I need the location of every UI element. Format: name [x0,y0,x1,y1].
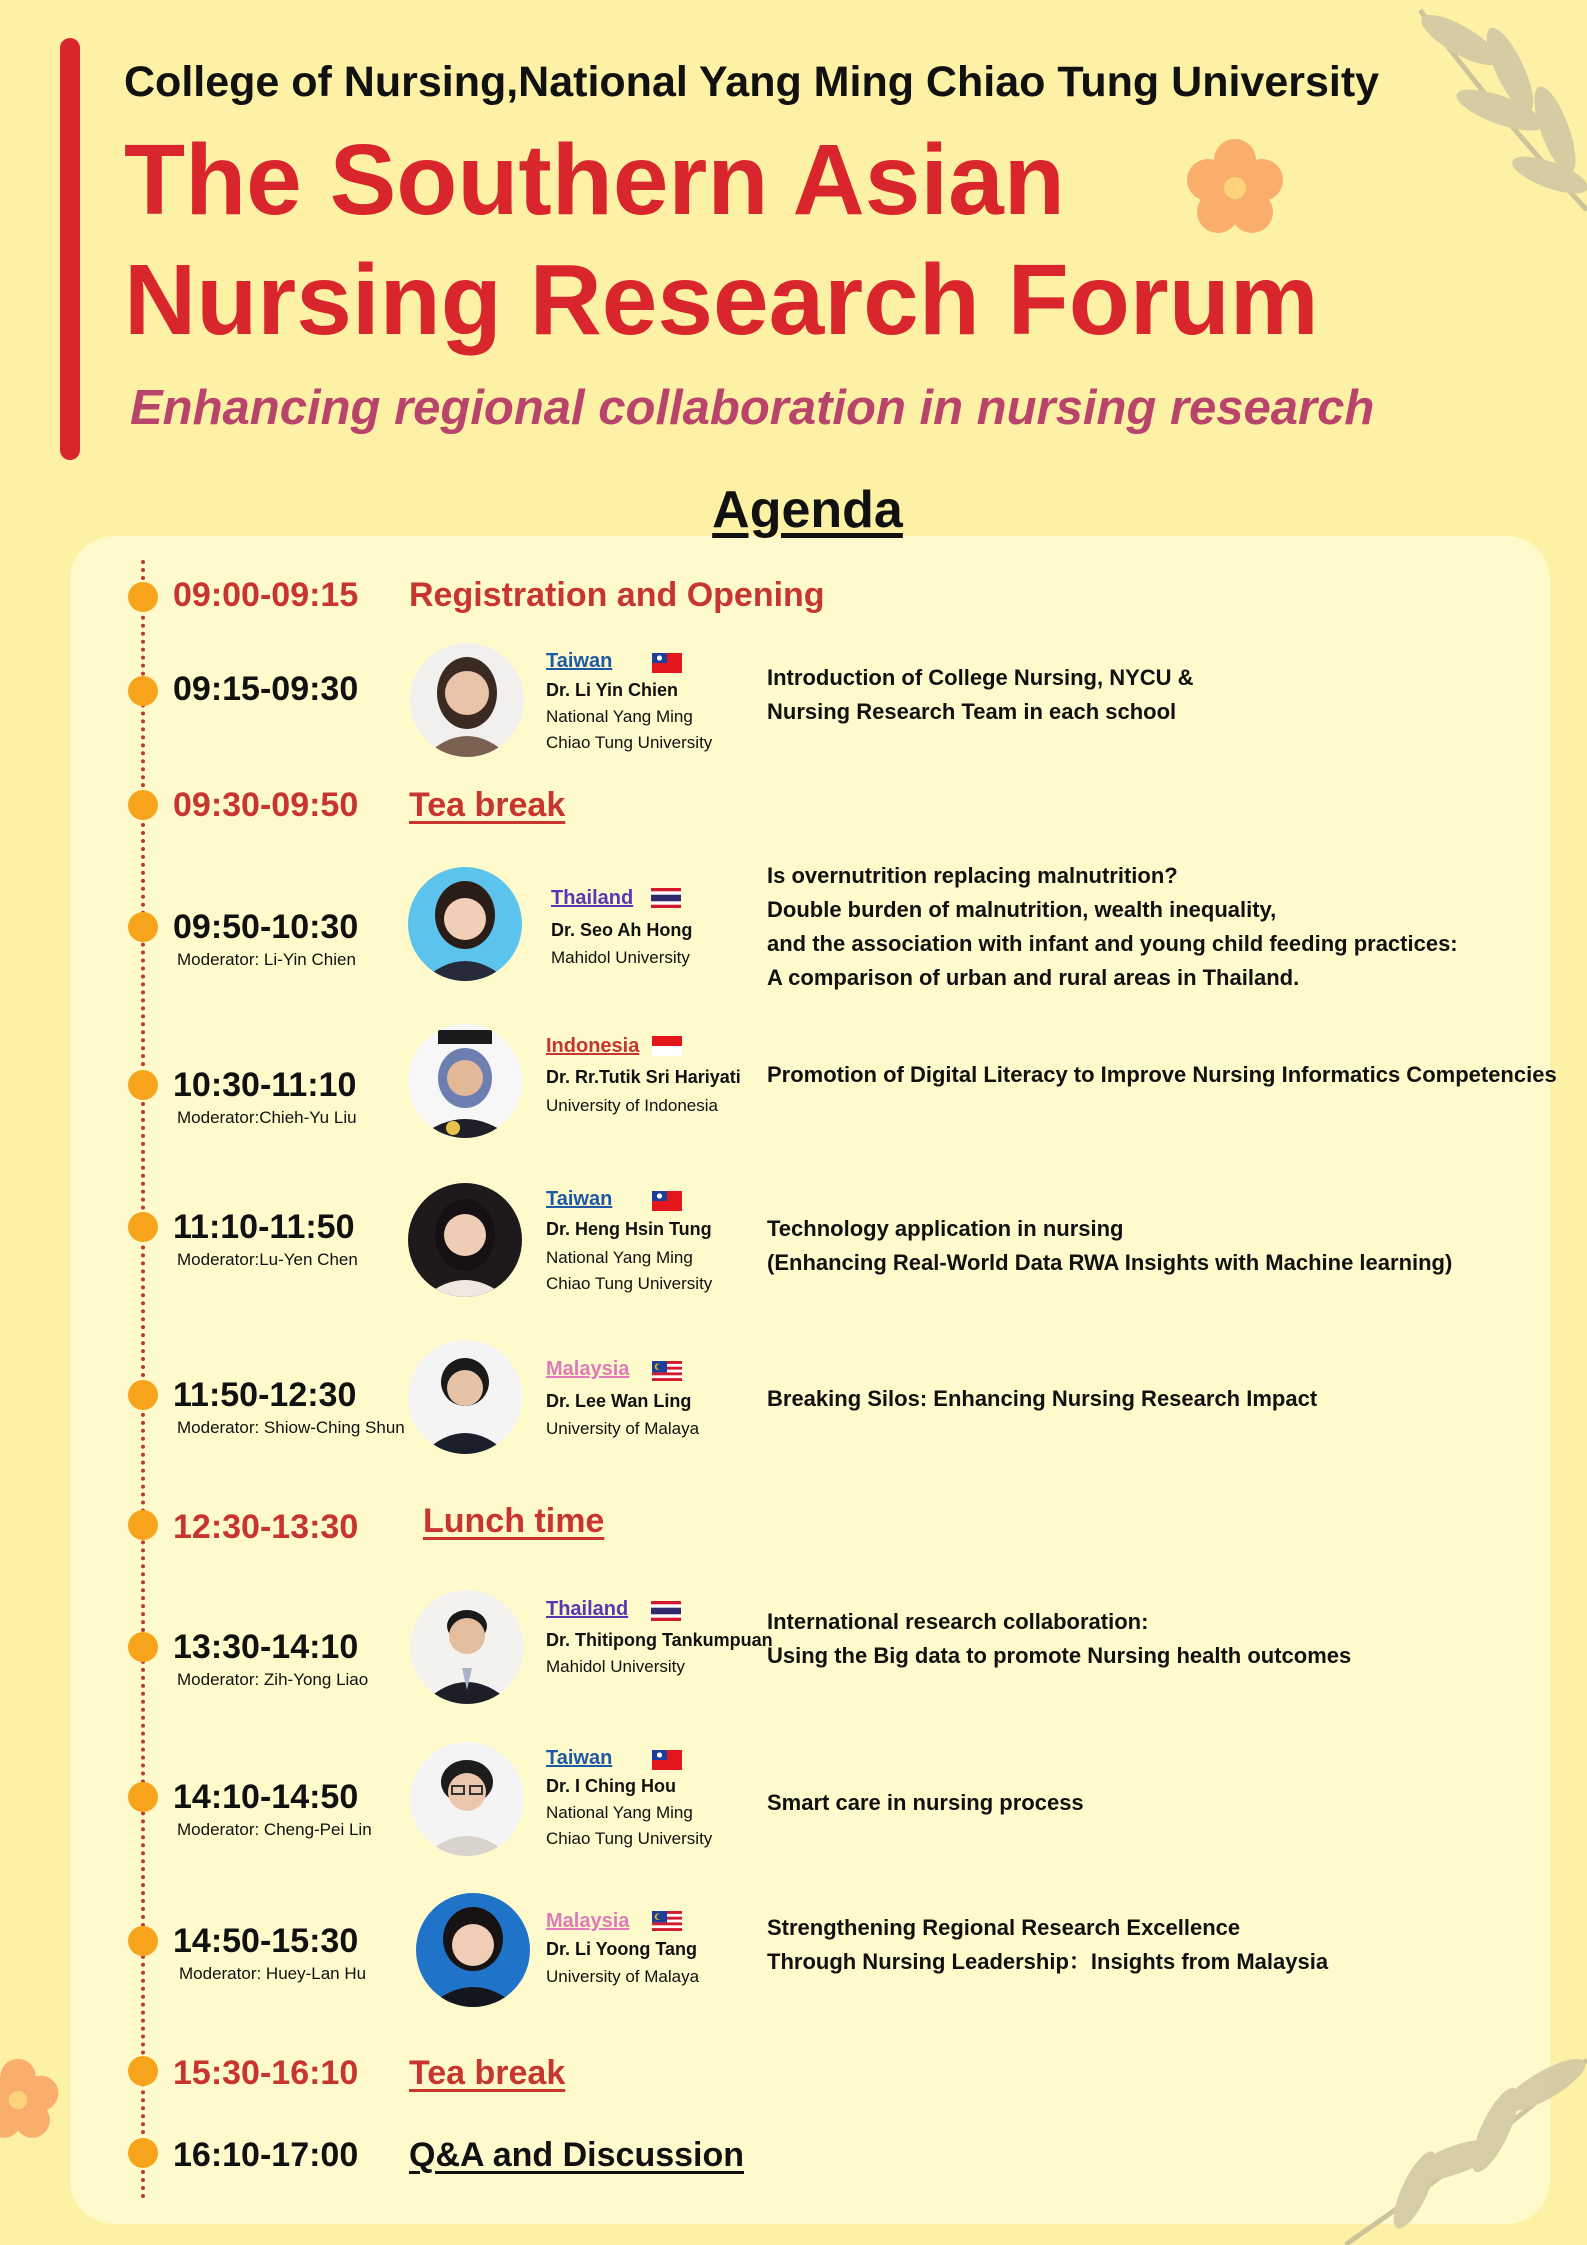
speaker-org-line: University of Indonesia [546,1096,718,1115]
slot-moderator: Moderator:Chieh-Yu Liu [177,1108,357,1127]
slot-time: 12:30-13:30 [173,1508,359,1546]
title-line-2: Nursing Research Forum [124,244,1319,356]
talk-topic [767,1212,1452,1280]
slot-time: 16:10-17:00 [173,2136,359,2174]
topic-line: Through Nursing Leadership：Insights from Malaysia [767,1949,1329,1974]
speaker-photo [408,1340,522,1454]
speaker-org-line: Chiao Tung University [546,1829,713,1848]
speaker-name: Dr. Li Yin Chien [546,680,679,700]
topic-line: Smart care in nursing process [767,1790,1084,1815]
slot-time: 13:30-14:10 [173,1628,359,1666]
slot-time: 11:10-11:50 [173,1208,355,1246]
slot-time: 10:30-11:10 [173,1066,357,1104]
forum-title [124,120,1319,360]
slot-moderator: Moderator: Cheng-Pei Lin [177,1820,372,1839]
slot-moderator: Moderator: Li-Yin Chien [177,950,356,969]
slot-time: 09:00-09:15 [173,576,359,614]
topic-line: Breaking Silos: Enhancing Nursing Research Impact [767,1386,1318,1411]
topic-line: A comparison of urban and rural areas in Thailand. [767,965,1300,990]
accent-bar [60,38,80,460]
speaker-org-line: National Yang Ming [546,707,693,726]
topic-line: Is overnutrition replacing malnutrition? [767,863,1178,888]
flower-icon [0,2058,60,2142]
speaker-photo [410,1590,524,1704]
speaker-country: Malaysia [546,1358,630,1380]
speaker-name: Dr. Seo Ah Hong [551,920,693,940]
slot-time: 09:15-09:30 [173,670,359,708]
timeline-dot [128,1782,158,1812]
timeline-dot [128,1380,158,1410]
timeline-dot [128,1510,158,1540]
speaker-photo [410,1742,524,1856]
title-line-1: The Southern Asian [124,124,1065,236]
taiwan-flag-icon [652,1750,682,1770]
speaker-photo [416,1893,530,2007]
speaker-country: Taiwan [546,1188,613,1210]
speaker-org-line: National Yang Ming [546,1248,693,1267]
timeline-dot [128,676,158,706]
timeline-dot [128,1926,158,1956]
agenda-title: Agenda [712,481,903,539]
slot-time: 14:10-14:50 [173,1778,359,1816]
leaf-branch-icon [1360,0,1587,220]
speaker-photo [408,867,522,981]
topic-line: Introduction of College Nursing, NYCU & [767,665,1194,690]
speaker-name: Dr. Rr.Tutik Sri Hariyati [546,1067,741,1087]
timeline-dot [128,1632,158,1662]
timeline-dot [128,582,158,612]
thailand-flag-icon [651,1601,681,1621]
slot-time: 09:50-10:30 [173,908,359,946]
slot-moderator: Moderator: Shiow-Ching Shun [177,1418,405,1437]
speaker-country: Taiwan [546,1747,613,1769]
slot-moderator: Moderator: Huey-Lan Hu [179,1964,367,1983]
timeline-dot [128,2056,158,2086]
malaysia-flag-icon [652,1911,682,1931]
slot-moderator: Moderator: Zih-Yong Liao [177,1670,369,1689]
speaker-name: Dr. Li Yoong Tang [546,1939,697,1959]
indonesia-flag-icon [652,1036,682,1056]
speaker-country: Taiwan [546,650,613,672]
talk-topic [767,1382,1317,1416]
college-name: College of Nursing,National Yang Ming Chiao Tung University [124,58,1380,106]
speaker-name: Dr. Thitipong Tankumpuan [546,1630,773,1650]
talk-topic [767,1605,1351,1673]
slot-time: 11:50-12:30 [173,1376,357,1414]
speaker-name: Dr. I Ching Hou [546,1776,676,1796]
topic-line: Promotion of Digital Literacy to Improve Nursing Informatics Competencies [767,1062,1557,1087]
speaker-name: Dr. Heng Hsin Tung [546,1219,712,1239]
topic-line: Nursing Research Team in each school [767,699,1177,724]
speaker-org-line: Chiao Tung University [546,1274,713,1293]
speaker-name: Dr. Lee Wan Ling [546,1391,692,1411]
speaker-org-line: University of Malaya [546,1967,700,1986]
talk-topic [767,1911,1328,1979]
thailand-flag-icon [651,888,681,908]
speaker-country: Malaysia [546,1910,630,1932]
topic-line: Using the Big data to promote Nursing health outcomes [767,1643,1352,1668]
speaker-org-line: Chiao Tung University [546,733,713,752]
speaker-photo [408,1183,522,1297]
speaker-photo [410,643,524,757]
speaker-photo [408,1024,522,1138]
slot-event: Registration and Opening [409,576,825,614]
timeline-dot [128,912,158,942]
slot-event: Tea break [409,786,566,824]
forum-subtitle: Enhancing regional collaboration in nursing research [130,381,1375,435]
speaker-country: Thailand [546,1598,629,1620]
slot-event: Lunch time [423,1502,605,1540]
topic-line: Double burden of malnutrition, wealth inequality, [767,897,1277,922]
speaker-country: Thailand [551,887,634,909]
topic-line: International research collaboration: [767,1609,1149,1634]
slot-event: Q&A and Discussion [409,2136,745,2174]
speaker-org-line: Mahidol University [551,948,690,967]
slot-time: 15:30-16:10 [173,2054,359,2092]
timeline-dot [128,1070,158,1100]
topic-line: (Enhancing Real-World Data RWA Insights with Machine learning) [767,1250,1453,1275]
talk-topic [767,1058,1557,1092]
slot-event: Tea break [409,2054,566,2092]
talk-topic [767,859,1458,995]
timeline-dot [128,790,158,820]
speaker-country: Indonesia [546,1035,640,1057]
talk-topic [767,1786,1084,1820]
malaysia-flag-icon [652,1361,682,1381]
slot-time: 09:30-09:50 [173,786,359,824]
slot-time: 14:50-15:30 [173,1922,359,1960]
taiwan-flag-icon [652,653,682,673]
taiwan-flag-icon [652,1191,682,1211]
topic-line: Strengthening Regional Research Excellence [767,1915,1241,1940]
speaker-org-line: Mahidol University [546,1657,685,1676]
topic-line: and the association with infant and young child feeding practices: [767,931,1458,956]
speaker-org-line: National Yang Ming [546,1803,693,1822]
speaker-org-line: University of Malaya [546,1419,700,1438]
topic-line: Technology application in nursing [767,1216,1124,1241]
timeline-dot [128,2138,158,2168]
talk-topic [767,661,1194,729]
slot-moderator: Moderator:Lu-Yen Chen [177,1250,358,1269]
timeline-dot [128,1212,158,1242]
